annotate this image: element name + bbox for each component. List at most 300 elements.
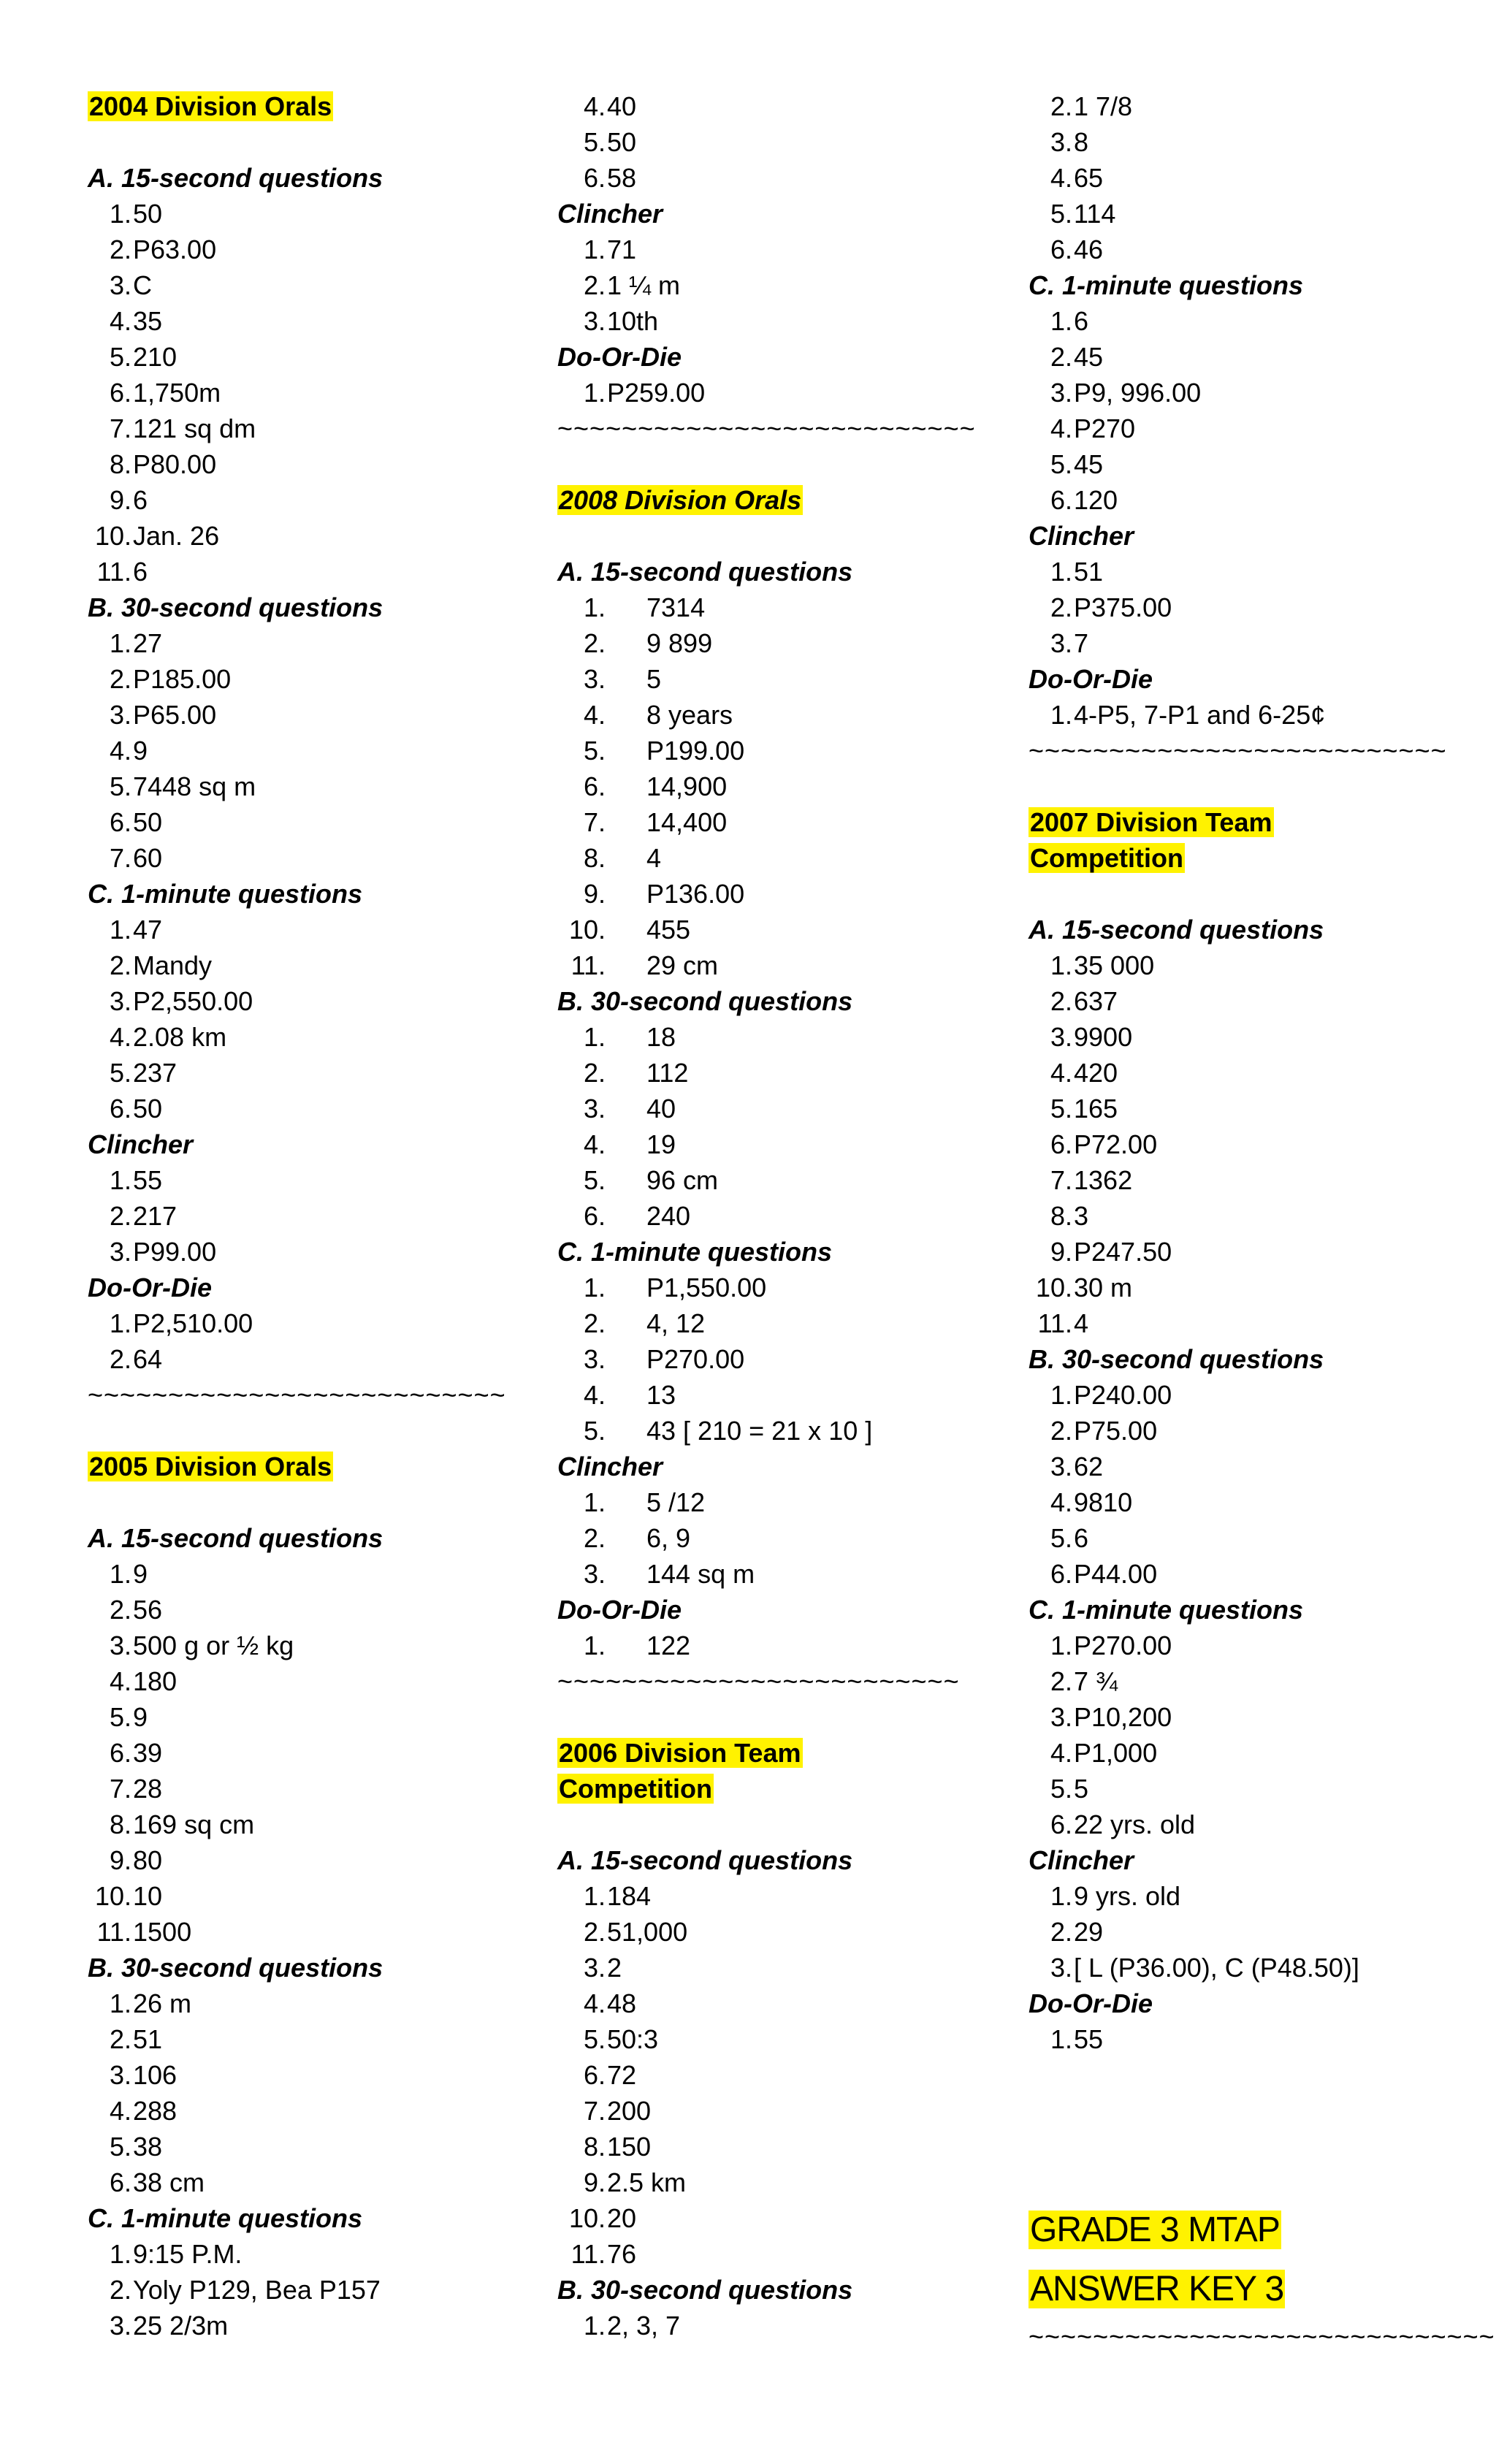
answer-text: P136.00 <box>646 879 745 909</box>
answer-number: 10. <box>94 1881 131 1911</box>
answer-number: 2. <box>109 1201 131 1231</box>
answer-item <box>1028 1019 1481 1055</box>
answer-number: 5. <box>583 1416 606 1446</box>
answer-item <box>88 804 555 840</box>
answer-number: 11. <box>1037 1308 1072 1338</box>
column-middle <box>557 88 1025 2343</box>
subsection-heading: Do-Or-Die <box>557 342 682 372</box>
answer-number: 2. <box>109 2024 131 2054</box>
answer-text: 50:3 <box>607 2024 659 2054</box>
answer-item <box>1028 482 1481 518</box>
answer-text: 184 <box>607 1881 652 1911</box>
answer-text: 51,000 <box>607 1917 688 1947</box>
answer-text: 5 /12 <box>646 1487 706 1517</box>
answer-item <box>557 2200 1025 2236</box>
answer-text: 6 <box>1074 306 1089 336</box>
answer-number: 5. <box>583 2024 606 2054</box>
answer-text: 1 ¼ m <box>607 270 681 300</box>
section-title-text: 2006 Division Team <box>559 1738 801 1768</box>
answer-text: 2, 3, 7 <box>607 2311 681 2341</box>
answer-text: 38 <box>133 2132 163 2162</box>
answer-number: 3. <box>109 1237 131 1267</box>
answer-number: 2. <box>109 950 131 980</box>
subsection-heading: Do-Or-Die <box>1028 664 1153 694</box>
answer-number: 1. <box>1050 1380 1072 1410</box>
answer-text: P2,550.00 <box>133 986 253 1016</box>
column-left <box>88 88 555 2343</box>
answer-text: 27 <box>133 628 163 658</box>
answer-item <box>557 840 1025 876</box>
answer-number: 7. <box>1050 1165 1072 1195</box>
answer-text: 40 <box>607 91 637 121</box>
section-title-text: Competition <box>1030 843 1183 873</box>
answer-item <box>1028 1735 1481 1771</box>
answer-text: 6, 9 <box>646 1523 691 1553</box>
answer-number: 1. <box>1050 1630 1072 1660</box>
answer-text: 3 <box>1074 1201 1089 1231</box>
answer-text: P44.00 <box>1074 1559 1158 1589</box>
answer-text: 240 <box>646 1201 691 1231</box>
answer-number: 6. <box>109 378 131 408</box>
section-title <box>557 482 1025 518</box>
answer-number: 7. <box>583 807 606 837</box>
answer-number: 10. <box>1035 1273 1072 1302</box>
answer-text: 71 <box>607 234 637 264</box>
answer-item <box>557 1413 1025 1449</box>
answer-text: 50 <box>607 127 637 157</box>
answer-item <box>557 1986 1025 2021</box>
subsection-heading: C. 1-minute questions <box>88 2203 363 2233</box>
answer-item <box>88 2093 555 2129</box>
answer-item <box>88 267 555 303</box>
answer-item <box>88 1019 555 1055</box>
answer-item <box>1028 983 1481 1019</box>
answer-text: 114 <box>1074 199 1116 229</box>
answer-number: 2. <box>583 1308 606 1338</box>
answer-number: 1. <box>1050 306 1072 336</box>
answer-number: 4. <box>1050 1738 1072 1768</box>
answer-number: 2. <box>109 1344 131 1374</box>
answer-item <box>557 1126 1025 1162</box>
answer-item <box>557 1019 1025 1055</box>
answer-number: 1. <box>583 378 606 408</box>
answer-item <box>557 1520 1025 1556</box>
answer-number: 4. <box>109 1022 131 1052</box>
answer-number: 5. <box>1050 1774 1072 1804</box>
answer-text: 60 <box>133 843 163 873</box>
subsection-heading: Clincher <box>88 1129 194 1159</box>
answer-item <box>557 1878 1025 1914</box>
answer-item <box>1028 1520 1481 1556</box>
answer-number: 2. <box>1050 91 1072 121</box>
answer-item <box>557 947 1025 983</box>
answer-number: 3. <box>583 306 606 336</box>
answer-item <box>1028 339 1481 375</box>
answer-item <box>557 1270 1025 1305</box>
answer-item <box>1028 697 1481 733</box>
spacer <box>1028 2164 1481 2200</box>
answer-number: 11. <box>570 950 606 980</box>
answer-text: 1,750m <box>133 378 221 408</box>
answer-item <box>88 1091 555 1126</box>
answer-number: 8. <box>109 1809 131 1839</box>
answer-number: 1. <box>109 1559 131 1589</box>
answer-text: 46 <box>1074 234 1104 264</box>
answer-text: 144 sq m <box>646 1559 755 1589</box>
section-title-text: 2007 Division Team <box>1030 807 1272 837</box>
answer-number: 5. <box>109 771 131 801</box>
answer-number: 3. <box>1050 1953 1072 1983</box>
answer-item <box>1028 1771 1481 1807</box>
answer-item <box>557 1305 1025 1341</box>
answer-item <box>557 88 1025 124</box>
answer-number: 9. <box>583 2167 606 2197</box>
answer-number: 1. <box>1050 1881 1072 1911</box>
answer-item <box>1028 1628 1481 1663</box>
answer-number: 7. <box>583 2096 606 2126</box>
answer-number: 4. <box>1050 413 1072 443</box>
answer-item <box>1028 1305 1481 1341</box>
answer-text: 9900 <box>1074 1022 1133 1052</box>
spacer <box>1028 876 1481 912</box>
answer-text: 30 m <box>1074 1273 1133 1302</box>
answer-text: P65.00 <box>133 700 217 730</box>
subsection-heading: Do-Or-Die <box>1028 1988 1153 2018</box>
answer-item <box>88 1162 555 1198</box>
answer-text: P270.00 <box>646 1344 745 1374</box>
answer-number: 8. <box>583 843 606 873</box>
answer-item <box>557 2308 1025 2343</box>
answer-number: 2. <box>583 1058 606 1088</box>
answer-number: 8. <box>109 449 131 479</box>
answer-number: 1. <box>583 234 606 264</box>
subsection-heading: Clincher <box>557 199 663 229</box>
subsection-heading: C. 1-minute questions <box>88 879 363 909</box>
answer-text: 106 <box>133 2060 178 2090</box>
answer-text: 165 <box>1074 1094 1118 1124</box>
answer-item <box>1028 1413 1481 1449</box>
answer-number: 2. <box>583 1523 606 1553</box>
answer-item <box>88 2021 555 2057</box>
answer-text: 51 <box>1074 557 1104 587</box>
answer-number: 1. <box>109 915 131 945</box>
answer-number: 4. <box>583 1380 606 1410</box>
answer-number: 11. <box>570 2239 606 2269</box>
answer-number: 4. <box>583 1129 606 1159</box>
answer-number: 1. <box>583 1881 606 1911</box>
answer-item <box>1028 1449 1481 1484</box>
answer-item <box>557 697 1025 733</box>
answer-text: 455 <box>646 915 691 945</box>
answer-number: 2. <box>1050 1416 1072 1446</box>
answer-number: 5. <box>583 127 606 157</box>
answer-text: 9 899 <box>646 628 713 658</box>
answer-number: 5. <box>109 1058 131 1088</box>
answer-number: 3. <box>1050 1022 1072 1052</box>
answer-text: 9 <box>133 1702 148 1732</box>
answer-item <box>88 1198 555 1234</box>
answer-text: 19 <box>646 1129 676 1159</box>
answer-item <box>557 590 1025 625</box>
answer-item <box>88 1771 555 1807</box>
answer-text: 4 <box>646 843 662 873</box>
answer-number: 3. <box>1050 628 1072 658</box>
answer-number: 1. <box>583 1273 606 1302</box>
answer-number: 1. <box>583 592 606 622</box>
answer-item <box>88 518 555 554</box>
answer-item <box>557 1198 1025 1234</box>
separator-line: ~~~~~~~~~~~~~~~~~~~~~~~~~~ <box>557 413 976 443</box>
subsection-heading: Clincher <box>1028 521 1134 551</box>
answer-number: 5. <box>1050 1094 1072 1124</box>
answer-text: 2 <box>607 1953 622 1983</box>
answer-number: 4. <box>583 91 606 121</box>
answer-item <box>1028 1950 1481 1986</box>
answer-number: 2. <box>109 234 131 264</box>
subsection-heading: A. 15-second questions <box>88 163 383 193</box>
answer-text: 38 cm <box>133 2167 205 2197</box>
answer-item <box>1028 124 1481 160</box>
answer-item <box>557 1628 1025 1663</box>
section-title-text: 2004 Division Orals <box>89 91 332 121</box>
section-title <box>88 1449 555 1484</box>
answer-item <box>557 768 1025 804</box>
answer-number: 1. <box>1050 557 1072 587</box>
answer-text: 50 <box>133 807 163 837</box>
answer-number: 3. <box>1050 1452 1072 1481</box>
answer-text: P75.00 <box>1074 1416 1158 1446</box>
answer-text: 210 <box>133 342 178 372</box>
subsection-heading: Do-Or-Die <box>557 1595 682 1625</box>
spacer <box>1028 2093 1481 2129</box>
answer-text: 13 <box>646 1380 676 1410</box>
answer-number: 4. <box>1050 1487 1072 1517</box>
answer-text: 25 2/3m <box>133 2311 229 2341</box>
answer-text: 1500 <box>133 1917 192 1947</box>
answer-number: 9. <box>109 485 131 515</box>
answer-item <box>1028 160 1481 196</box>
separator-line: ~~~~~~~~~~~~~~~~~~~~~~~~~~ <box>88 1380 506 1410</box>
answer-text: 4 <box>1074 1308 1089 1338</box>
answer-text: 45 <box>1074 342 1104 372</box>
answer-number: 4. <box>109 736 131 766</box>
answer-item <box>1028 1055 1481 1091</box>
answer-number: 3. <box>583 1094 606 1124</box>
answer-item <box>88 840 555 876</box>
separator-line: ~~~~~~~~~~~~~~~~~~~~~~~~~ <box>557 1666 960 1696</box>
answer-text: P80.00 <box>133 449 217 479</box>
answer-item <box>88 661 555 697</box>
answer-number: 3. <box>109 2060 131 2090</box>
section-title-text: Competition <box>559 1774 712 1804</box>
answer-text: 9 <box>133 1559 148 1589</box>
answer-text: 121 sq dm <box>133 413 256 443</box>
answer-item <box>557 1055 1025 1091</box>
answer-item <box>1028 2021 1481 2057</box>
answer-item <box>88 411 555 446</box>
answer-text: 112 <box>646 1058 689 1088</box>
answer-text: 56 <box>133 1595 163 1625</box>
answer-number: 10. <box>568 2203 606 2233</box>
answer-text: 50 <box>133 1094 163 1124</box>
answer-item <box>1028 590 1481 625</box>
answer-item <box>1028 1162 1481 1198</box>
section-title-text: ANSWER KEY 3 <box>1030 2270 1284 2308</box>
answer-text: 8 <box>1074 127 1089 157</box>
answer-text: 62 <box>1074 1452 1104 1481</box>
subsection-heading: B. 30-second questions <box>557 2275 853 2305</box>
answer-text: P1,000 <box>1074 1738 1158 1768</box>
answer-text: 237 <box>133 1058 178 1088</box>
answer-number: 10. <box>94 521 131 551</box>
answer-text: P99.00 <box>133 1237 217 1267</box>
document-title <box>1028 2200 1481 2259</box>
answer-text: 288 <box>133 2096 178 2126</box>
answer-text: 169 sq cm <box>133 1809 255 1839</box>
answer-number: 2. <box>109 664 131 694</box>
answer-number: 3. <box>1050 1702 1072 1732</box>
answer-item <box>1028 947 1481 983</box>
answer-number: 6. <box>1050 485 1072 515</box>
answer-text: 29 <box>1074 1917 1104 1947</box>
answer-number: 1. <box>1050 700 1072 730</box>
answer-text: P2,510.00 <box>133 1308 253 1338</box>
answer-number: 3. <box>583 1344 606 1374</box>
answer-item <box>1028 1699 1481 1735</box>
answer-item <box>88 1986 555 2021</box>
answer-text: 500 g or ½ kg <box>133 1630 294 1660</box>
answer-text: 65 <box>1074 163 1104 193</box>
answer-text: 48 <box>607 1988 637 2018</box>
answer-item <box>557 733 1025 768</box>
subsection-heading: B. 30-second questions <box>88 592 383 622</box>
answer-text: 9 <box>133 736 148 766</box>
answer-text: P270 <box>1074 413 1136 443</box>
spacer <box>88 124 555 160</box>
section-title-text: GRADE 3 MTAP <box>1030 2211 1280 2249</box>
answer-number: 6. <box>1050 1559 1072 1589</box>
answer-text: 6 <box>133 485 148 515</box>
answer-number: 2. <box>1050 986 1072 1016</box>
answer-number: 5. <box>109 342 131 372</box>
answer-text: P10,200 <box>1074 1702 1172 1732</box>
answer-item <box>88 697 555 733</box>
answer-number: 6. <box>583 771 606 801</box>
answer-number: 4. <box>109 306 131 336</box>
answer-item <box>557 1341 1025 1377</box>
answer-number: 3. <box>1050 127 1072 157</box>
answer-text: 28 <box>133 1774 163 1804</box>
answer-number: 5. <box>109 2132 131 2162</box>
subsection-heading: A. 15-second questions <box>557 1845 853 1875</box>
answer-item <box>557 1484 1025 1520</box>
answer-text: P259.00 <box>607 378 706 408</box>
answer-item <box>88 375 555 411</box>
answer-text: 76 <box>607 2239 637 2269</box>
answer-number: 5. <box>1050 199 1072 229</box>
answer-item <box>88 2308 555 2343</box>
answer-text: 120 <box>1074 485 1118 515</box>
answer-number: 3. <box>109 700 131 730</box>
answer-number: 5. <box>583 1165 606 1195</box>
answer-text: P247.50 <box>1074 1237 1172 1267</box>
answer-number: 8. <box>583 2132 606 2162</box>
answer-item <box>557 1091 1025 1126</box>
answer-item <box>1028 625 1481 661</box>
answer-item <box>88 1592 555 1628</box>
answer-number: 4. <box>1050 1058 1072 1088</box>
answer-number: 7. <box>109 413 131 443</box>
answer-number: 2. <box>1050 342 1072 372</box>
answer-number: 4. <box>583 1988 606 2018</box>
answer-number: 9. <box>1050 1237 1072 1267</box>
answer-number: 4. <box>583 700 606 730</box>
answer-item <box>1028 554 1481 590</box>
spacer <box>557 1807 1025 1842</box>
section-title <box>88 88 555 124</box>
answer-text: 43 [ 210 = 21 x 10 ] <box>646 1416 873 1446</box>
answer-number: 2. <box>109 2275 131 2305</box>
spacer <box>88 1484 555 1520</box>
answer-item <box>557 804 1025 840</box>
answer-item <box>557 2093 1025 2129</box>
answer-text: 6 <box>133 557 148 587</box>
answer-number: 6. <box>109 2167 131 2197</box>
answer-item <box>1028 411 1481 446</box>
subsection-heading: A. 15-second questions <box>88 1523 383 1553</box>
answer-text: 9 yrs. old <box>1074 1881 1181 1911</box>
answer-text: P72.00 <box>1074 1129 1158 1159</box>
answer-text: 45 <box>1074 449 1104 479</box>
answer-item <box>88 912 555 947</box>
answer-number: 9. <box>109 1845 131 1875</box>
spacer <box>88 1413 555 1449</box>
answer-item <box>557 303 1025 339</box>
answer-item <box>88 232 555 267</box>
answer-number: 6. <box>109 1094 131 1124</box>
answer-text: 47 <box>133 915 163 945</box>
answer-text: P185.00 <box>133 664 232 694</box>
answer-item <box>557 232 1025 267</box>
answer-text: 1 7/8 <box>1074 91 1133 121</box>
answer-number: 1. <box>1050 950 1072 980</box>
section-title <box>1028 840 1481 876</box>
answer-number: 6. <box>583 1201 606 1231</box>
answer-item <box>557 2129 1025 2164</box>
answer-number: 1. <box>109 199 131 229</box>
answer-text: 4, 12 <box>646 1308 706 1338</box>
answer-number: 1. <box>109 628 131 658</box>
answer-item <box>557 625 1025 661</box>
answer-number: 3. <box>109 1630 131 1660</box>
answer-text: P270.00 <box>1074 1630 1172 1660</box>
answer-text: 35 <box>133 306 163 336</box>
answer-text: P375.00 <box>1074 592 1172 622</box>
answer-item <box>557 912 1025 947</box>
answer-number: 11. <box>96 557 131 587</box>
answer-number: 3. <box>1050 378 1072 408</box>
separator-line: ~~~~~~~~~~~~~~~~~~~~~~~~~~~~~ <box>1028 2322 1495 2352</box>
answer-text: 10th <box>607 306 659 336</box>
answer-number: 3. <box>109 2311 131 2341</box>
answer-text: 22 yrs. old <box>1074 1809 1196 1839</box>
answer-item <box>88 2236 555 2272</box>
answer-number: 1. <box>109 2239 131 2269</box>
answer-text: 150 <box>607 2132 652 2162</box>
answer-item <box>557 2236 1025 2272</box>
subsection-heading: C. 1-minute questions <box>1028 1595 1304 1625</box>
answer-text: 5 <box>1074 1774 1089 1804</box>
